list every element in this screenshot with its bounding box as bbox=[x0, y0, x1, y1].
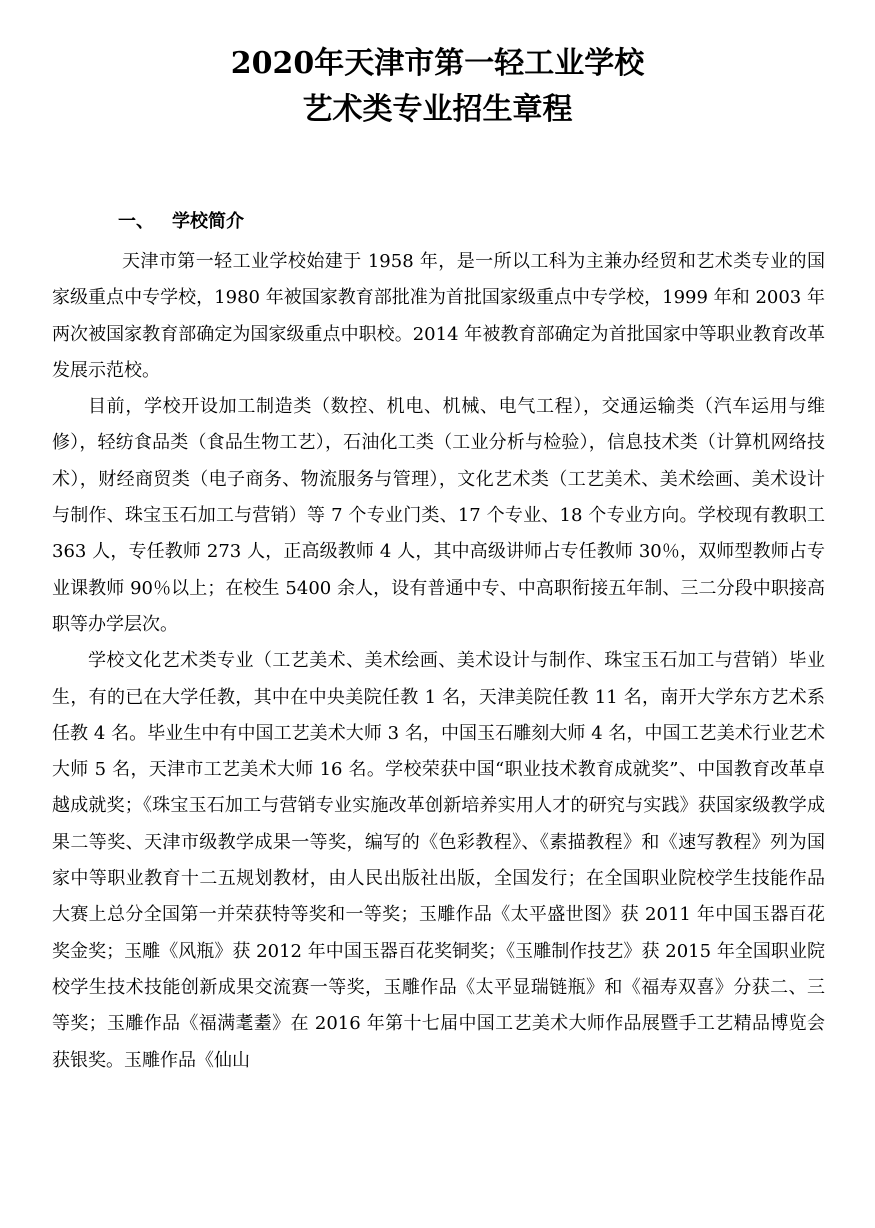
document-title-line1: 2020年天津市第一轻工业学校 bbox=[230, 46, 645, 81]
paragraph-1: 天津市第一轻工业学校始建于 1958 年，是一所以工科为主兼办经贸和艺术类专业的国家级重点中专学校，1980 年被国家教育部批准为首批国家级重点中专学校，1999 年和 2003 年两次被国家教育部确定为国家级重点中职校。2014 年被教育部确定为首批国家中等职业教育改革发展示范校。 bbox=[52, 251, 825, 381]
section-body bbox=[52, 244, 825, 1079]
paragraph-2: 目前，学校开设加工制造类（数控、机电、机械、电气工程），交通运输类（汽车运用与维修），轻纺食品类（食品生物工艺），石油化工类（工业分析与检验），信息技术类（计算机网络技术），财经商贸类（电子商务、物流服务与管理），文化艺术类（工艺美术、美术绘画、美术设计与制作、珠宝玉石加工与营销）等 7 个专业门类、17 个专业、18 个专业方向。学校现有教职工 363 人，专任教师 273 人，正高级教师 4 人，其中高级讲师占专任教师 30％，双师型教师占专业课教师 90％以上；在校生 5400 余人，设有普通中专、中高职衔接五年制、三二分段中职接高职等办学层次。 bbox=[52, 396, 825, 635]
document-title-line2: 艺术类专业招生章程 bbox=[302, 92, 573, 127]
section-number: 一、 bbox=[118, 211, 154, 232]
paragraph-3: 学校文化艺术类专业（工艺美术、美术绘画、美术设计与制作、珠宝玉石加工与营销）毕业生，有的已在大学任教，其中在中央美院任教 1 名，天津美院任教 11 名，南开大学东方艺术系任教 4 名。毕业生中有中国工艺美术大师 3 名，中国玉石雕刻大师 4 名，中国工艺美术行业艺术大师 5 名，天津市工艺美术大师 16 名。学校荣获中国“职业技术教育成就奖”、中国教育改革卓越成就奖；《珠宝玉石加工与营销专业实施改革创新培养实用人才的研究与实践》获国家级教学成果二等奖、天津市级教学成果一等奖，编写的《色彩教程》、《素描教程》和《速写教程》列为国家中等职业教育十二五规划教材，由人民出版社出版，全国发行；在全国职业院校学生技能作品大赛上总分全国第一并荣获特等奖和一等奖；玉雕作品《太平盛世图》获 2011 年中国玉器百花奖金奖；玉雕《风瓶》获 2012 年中国玉器百花奖铜奖；《玉雕制作技艺》获 2015 年全国职业院校学生技术技能创新成果交流赛一等奖，玉雕作品《太平显瑞链瓶》和《福寿双喜》分获二、三等奖；玉雕作品《福满耄耋》在 2016 年第十七届中国工艺美术大师作品展暨手工艺精品博览会获银奖。玉雕作品《仙山 bbox=[52, 650, 825, 1071]
section-heading-text: 学校简介 bbox=[172, 211, 244, 232]
section-heading bbox=[118, 207, 244, 237]
